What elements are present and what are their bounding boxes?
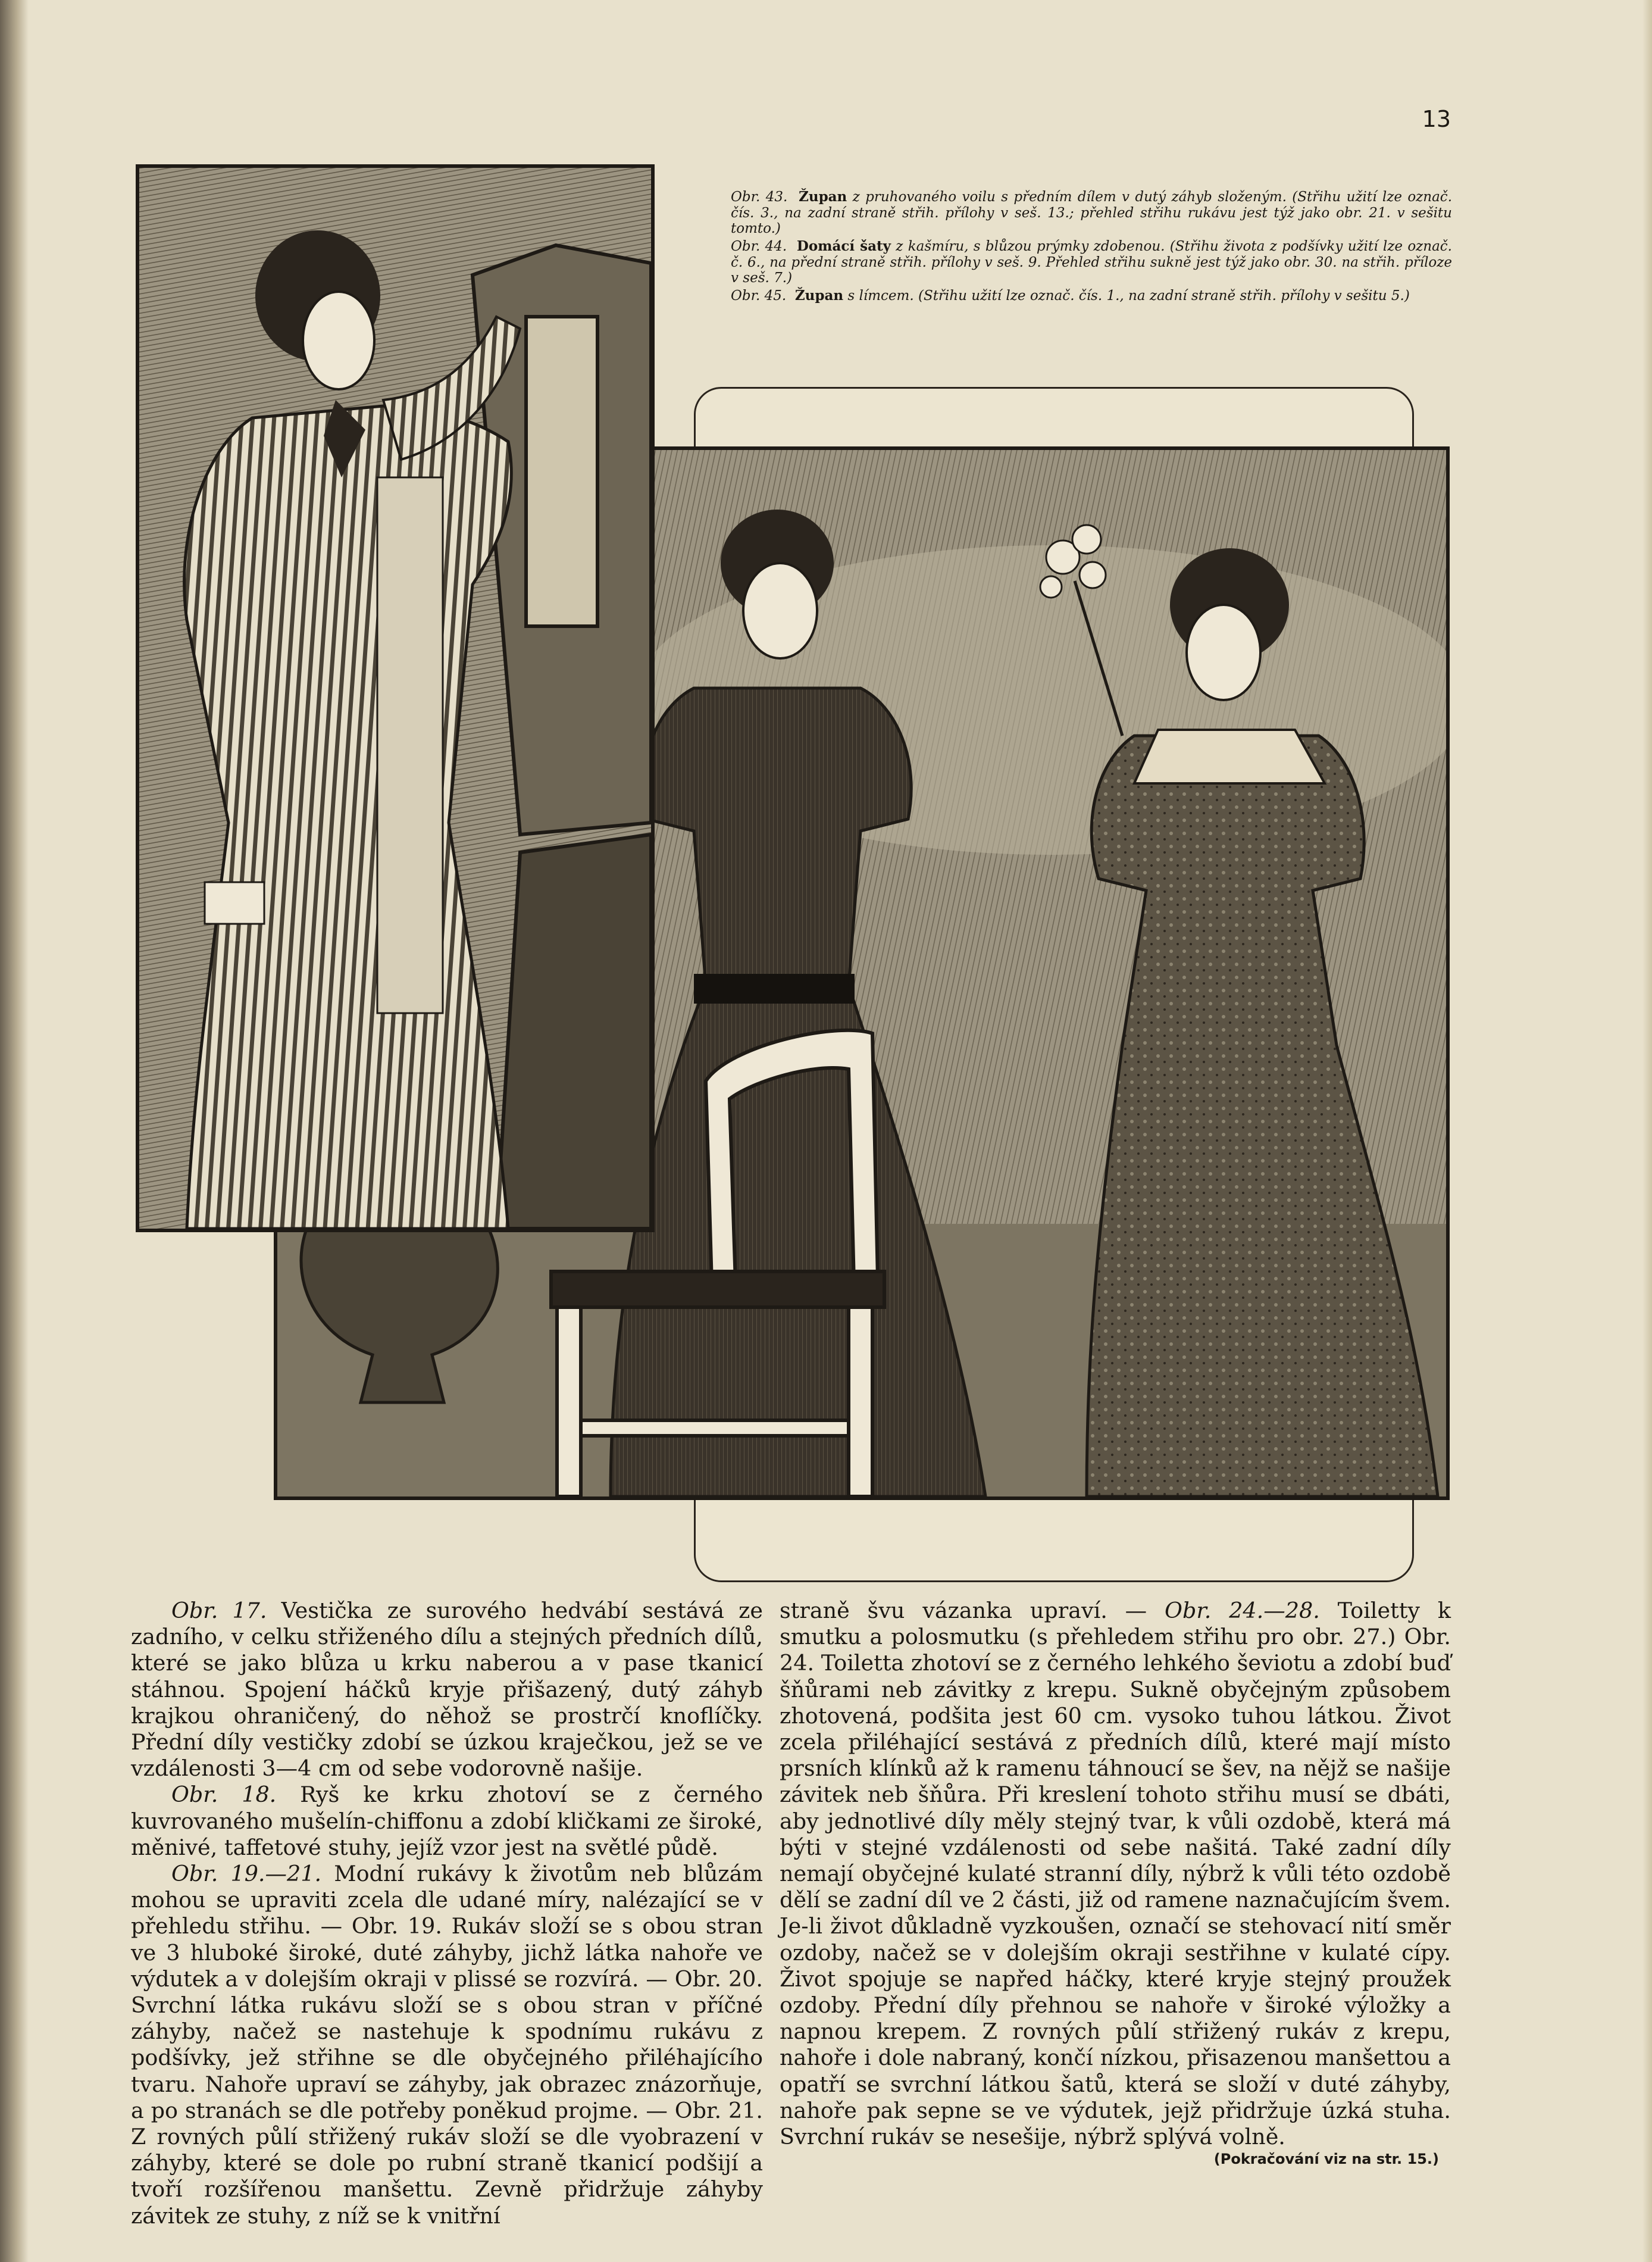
- paragraph-obr-18: Obr. 18. Ryš ke krku zhotoví se z černého kuvrovaného mušelín-chiffonu a zdobí kličkami ze široké, měnivé, taffetové stuhy, jejíž vzor jest na světlé půdě.: [131, 1782, 763, 1860]
- paragraph-obr-19-21: Obr. 19.—21. Modní rukávy k životům neb blůzám mohou se upraviti zcela dle udané míry, nalézající se v přehledu střihu. — Obr. 19. Rukáv složí se s obou stran ve 3 hluboké široké, duté záhyby, jichž látka nahoře ve výdutek a v dolejším okraji v plissé se rozvírá. — Obr. 20. Svrchní látka rukávu složí se s obou stran v příčné záhyby, načež se nastehuje k spodnímu rukávu z podšívky, jež střihne se dle obyčejného přiléhajícího tvaru. Nahoře upraví se záhyby, jak obrazec znázorňuje, a po stranách se dle potřeby poněkud projme. — Obr. 21. Z rovných půlí střižený rukáv složí se dle vyobrazení v záhyby, které se dole po rubní straně tkanicí podšijí a tvoří rozšířenou manšettu. Zevně přidržuje záhyby závitek ze stuhy, z níž se k vnitřní: [131, 1861, 763, 2229]
- article-column-left: [131, 1598, 763, 2229]
- page-number: 13: [1422, 106, 1451, 132]
- continuation-note: (Pokračování viz na str. 15.): [1213, 2151, 1439, 2167]
- plate-illustration-inset: [139, 168, 651, 1229]
- page-gutter: [0, 0, 29, 2262]
- caption-44: Obr. 44. Domácí šaty z kašmíru, s blůzou prýmky zdobenou. (Střihu života z podšívky užití lze označ. č. 6., na přední straně střih. přílohy v seš. 9. Přehled střihu sukně jest týž jako obr. 30. na střih. příloze v seš. 7.): [731, 238, 1452, 286]
- article-column-right: [780, 1598, 1451, 2150]
- caption-45: Obr. 45. Župan s límcem. (Střihu užití lze označ. čís. 1., na zadní straně střih. přílohy v sešitu 5.): [731, 288, 1410, 304]
- fashion-plate-inset: [136, 164, 655, 1232]
- caption-43: Obr. 43. Župan z pruhovaného voilu s předním dílem v dutý záhyb složeným. (Střihu užití lze označ. čís. 3., na zadní straně střih. přílohy v seš. 13.; přehled střihu rukávu jest týž jako obr. 21. v sešitu tomto.): [731, 189, 1453, 237]
- page-edge: [1642, 0, 1652, 2262]
- paragraph-obr-24-28: straně švu vázanka upraví. — Obr. 24.—28. Toiletty k smutku a polosmutku (s přehledem střihu pro obr. 27.) Obr. 24. Toiletta zhotoví se z černého lehkého ševiotu a zdobí buď šňůrami neb závitky z krepu. Sukně obyčejným způsobem zhotovená, podšita jest 60 cm. vysoko tuhou látkou. Život zcela přiléhající sestává z předních dílů, které mají místo prsních klínků až k ramenu táhnoucí se šev, na nějž se našije závitek neb šňůra. Při kreslení tohoto střihu musí se dbáti, aby jednotlivé díly měly stejný tvar, k vůli ozdobě, která má býti v stejné vzdálenosti od sebe našitá. Také zadní díly nemají obyčejné kulaté stranní díly, nýbrž k vůli této ozdobě dělí se zadní díl ve 2 části, již od ramene naznačujícím švem. Je-li život důkladně vyzkoušen, označí se stehovací nití směr ozdoby, načež se v dolejším okraji sestřihne v kulaté cípy. Život spojuje se napřed háčky, které kryje stejný proužek ozdoby. Přední díly přehnou se nahoře v široké výložky a napnou krepem. Z rovných půlí střižený rukáv z krepu, nahoře i dole nabraný, končí nízkou, přisazenou manšettou a opatří se svrchní látkou šatů, která se složí v duté záhyby, nahoře pak sepne se ve výdutek, jejž přidržuje úzká stuha. Svrchní rukáv se nesešije, nýbrž splývá volně.: [780, 1598, 1451, 2150]
- figure-caption: [731, 189, 1452, 306]
- paragraph-obr-17: Obr. 17. Vestička ze surového hedvábí sestává ze zadního, v celku střiženého dílu a stejných předních dílů, které se jako blůza u krku naberou a v pase tkanicí stáhnou. Spojení háčků kryje přišazený, dutý záhyb krajkou ohraničený, do něhož se prostrčí knoflíčky. Přední díly vestičky zdobí se úzkou kraječkou, jež se ve vzdálenosti 3—4 cm od sebe vodorovně našije.: [131, 1598, 763, 1782]
